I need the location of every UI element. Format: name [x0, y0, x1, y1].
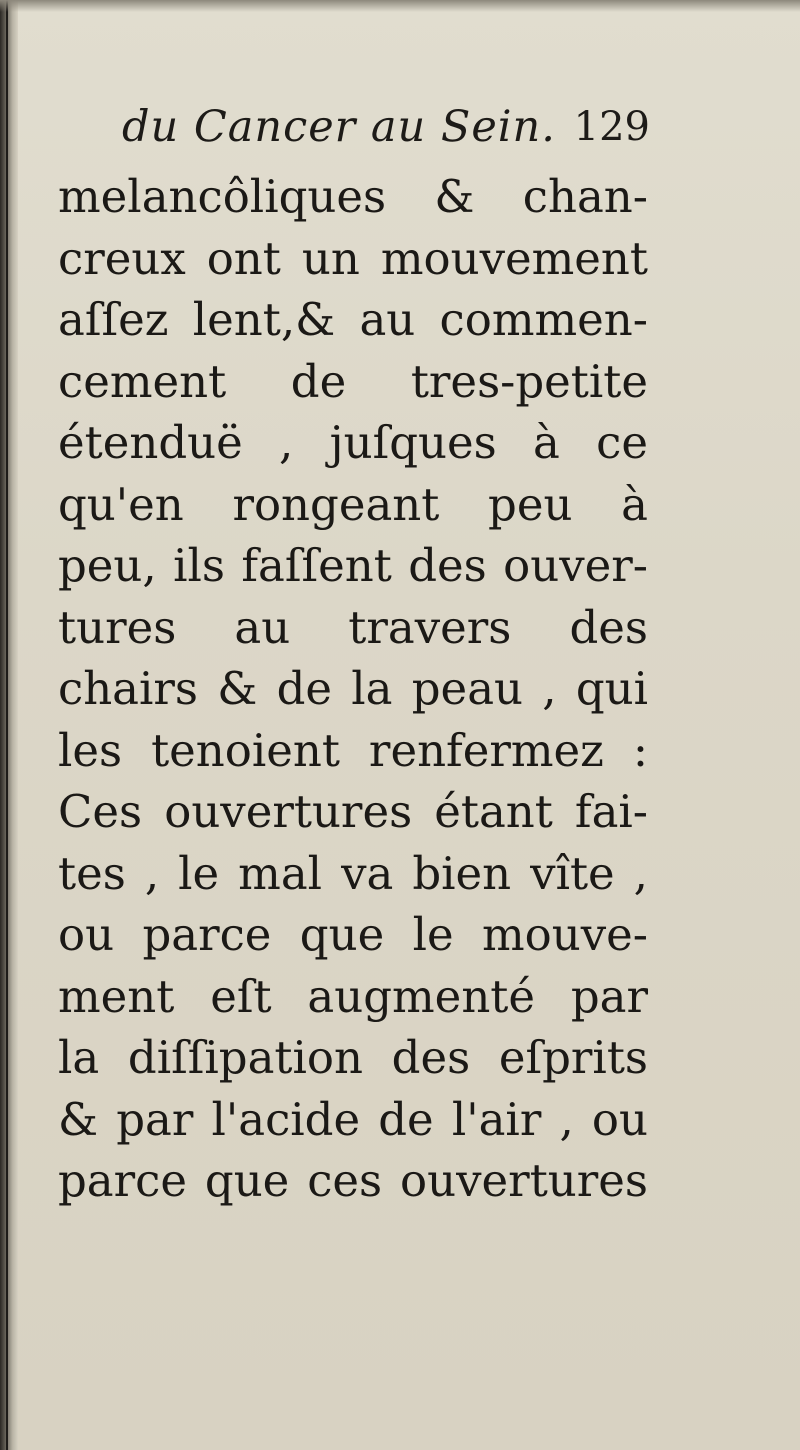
body-text — [58, 166, 648, 1212]
page-number: 129 — [573, 104, 650, 150]
text-line: ou parce que le mouve- — [58, 908, 648, 961]
text-line: étenduë , juſques à ce — [58, 416, 648, 469]
text-line: aſſez lent,& au commen- — [58, 293, 648, 346]
page-header — [122, 102, 662, 162]
text-line: parce que ces ouvertures — [58, 1154, 648, 1207]
text-line: qu'en rongeant peu à — [58, 477, 648, 531]
text-line: Ces ouvertures étant fai- — [58, 785, 648, 838]
text-line: les tenoient renfermez : — [58, 723, 648, 777]
page-spine-edge — [0, 0, 18, 1450]
text-line: melancôliques & chan- — [58, 170, 648, 223]
text-line: ment eſt augmenté par — [58, 969, 648, 1023]
text-line: & par l'acide de l'air , ou — [58, 1092, 648, 1146]
running-title: du Cancer au Sein. — [122, 102, 556, 152]
text-line: tures au travers des — [58, 600, 648, 654]
page-top-shadow — [0, 0, 800, 12]
text-line: peu, ils faſſent des ouver- — [58, 539, 648, 592]
page-binding-line — [6, 0, 8, 1450]
text-line: la diſſipation des eſprits — [58, 1031, 648, 1084]
text-line: creux ont un mouvement — [58, 231, 648, 285]
text-line: tes , le mal va bien vîte , — [58, 846, 648, 900]
text-line: cement de tres-petite — [58, 354, 648, 408]
text-line: chairs & de la peau , qui — [58, 662, 648, 715]
